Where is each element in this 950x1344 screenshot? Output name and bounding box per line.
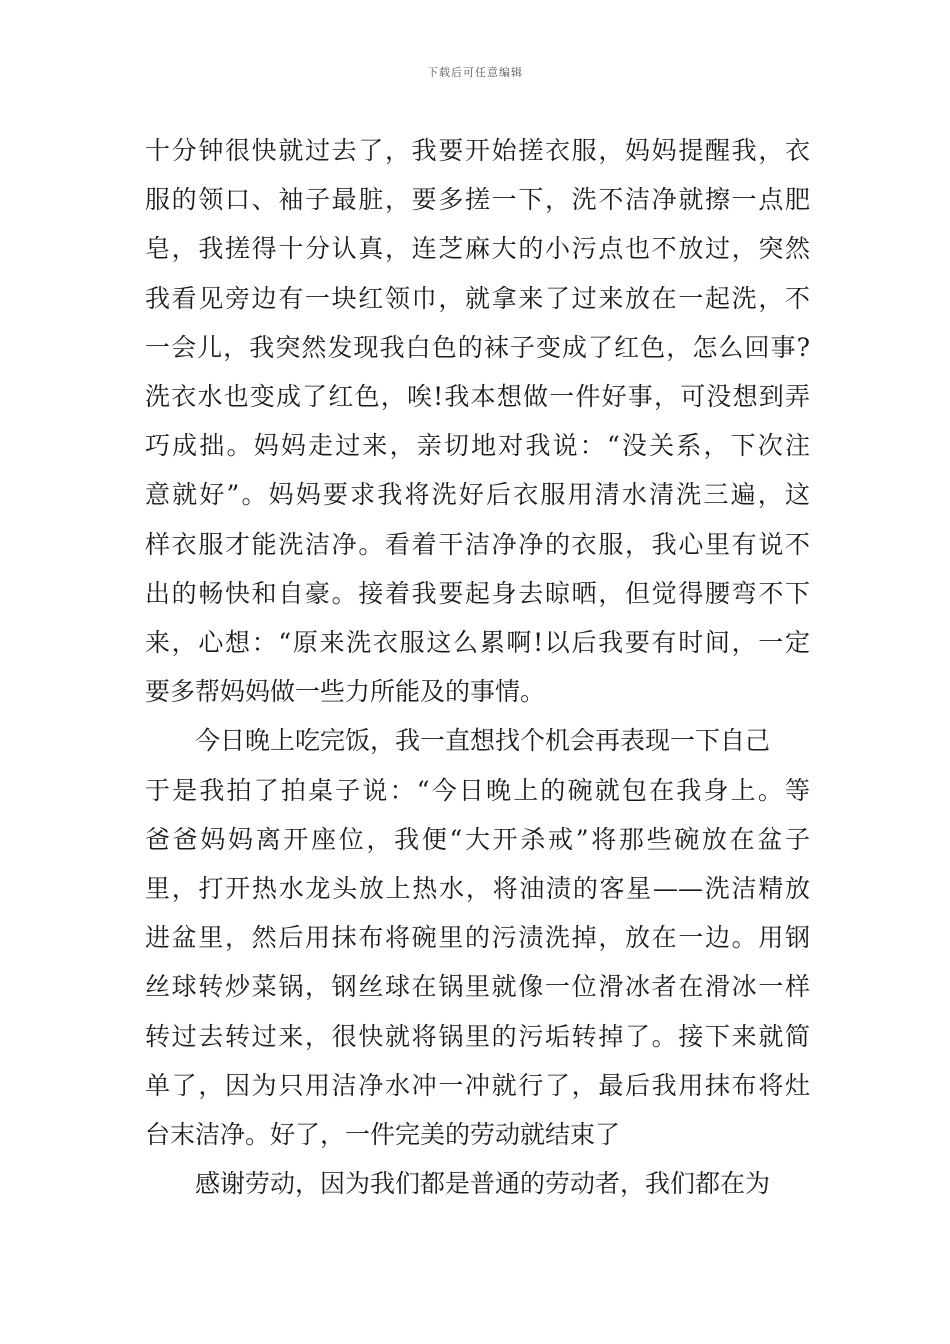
text-line: 意就好”。妈妈要求我将洗好后衣服用清水清洗三遍，这 [145,480,810,510]
text-line: 台末洁净。好了，一件完美的劳动就结束了 [145,1120,621,1150]
paragraph-1 [145,126,810,716]
text-line: 丝球转炒菜锅，钢丝球在锅里就像一位滑冰者在滑冰一样 [145,972,810,1002]
text-line: 一会儿，我突然发现我白色的袜子变成了红色，怎么回事? [145,332,810,362]
text-line: 单了，因为只用洁净水冲一冲就行了，最后我用抹布将灶 [145,1070,810,1100]
text-line: 服的领口、袖子最脏，要多搓一下，洗不洁净就擦一点肥 [145,185,810,215]
text-line: 皂，我搓得十分认真，连芝麻大的小污点也不放过，突然 [145,234,810,264]
text-line: 于是我拍了拍桌子说：“今日晚上的碗就包在我身上。等 [145,775,810,805]
paragraph-3 [145,1159,810,1208]
text-line: 我看见旁边有一块红领巾，就拿来了过来放在一起洗，不 [145,283,810,313]
text-line: 要多帮妈妈做一些力所能及的事情。 [145,677,546,707]
text-line: 十分钟很快就过去了，我要开始搓衣服，妈妈提醒我，衣 [145,136,810,165]
text-line: 洗衣水也变成了红色，唉!我本想做一件好事，可没想到弄 [145,382,810,412]
text-line: 样衣服才能洗洁净。看着干洁净净的衣服，我心里有说不 [145,529,810,559]
text-line: 今日晚上吃完饭，我一直想找个机会再表现一下自己 [195,726,771,756]
text-line: 出的畅快和自豪。接着我要起身去晾晒，但觉得腰弯不下 [145,578,810,608]
text-line: 感谢劳动，因为我们都是普通的劳动者，我们都在为 [195,1169,771,1199]
page-header: 下载后可任意编辑 [427,66,523,79]
paragraph-2 [145,716,810,1159]
text-line: 转过去转过来，很快就将锅里的污垢转掉了。接下来就简 [145,1021,810,1051]
document-body [145,126,810,1208]
text-line: 里，打开热水龙头放上热水，将油渍的客星——洗洁精放 [145,874,810,904]
text-line: 爸爸妈妈离开座位，我便“大开杀戒”将那些碗放在盆子 [145,824,810,854]
text-line: 进盆里，然后用抹布将碗里的污渍洗掉，放在一边。用钢 [145,923,810,953]
text-line: 来，心想：“原来洗衣服这么累啊!以后我要有时间，一定 [145,628,810,658]
text-line: 巧成拙。妈妈走过来，亲切地对我说：“没关系，下次注 [145,431,810,461]
